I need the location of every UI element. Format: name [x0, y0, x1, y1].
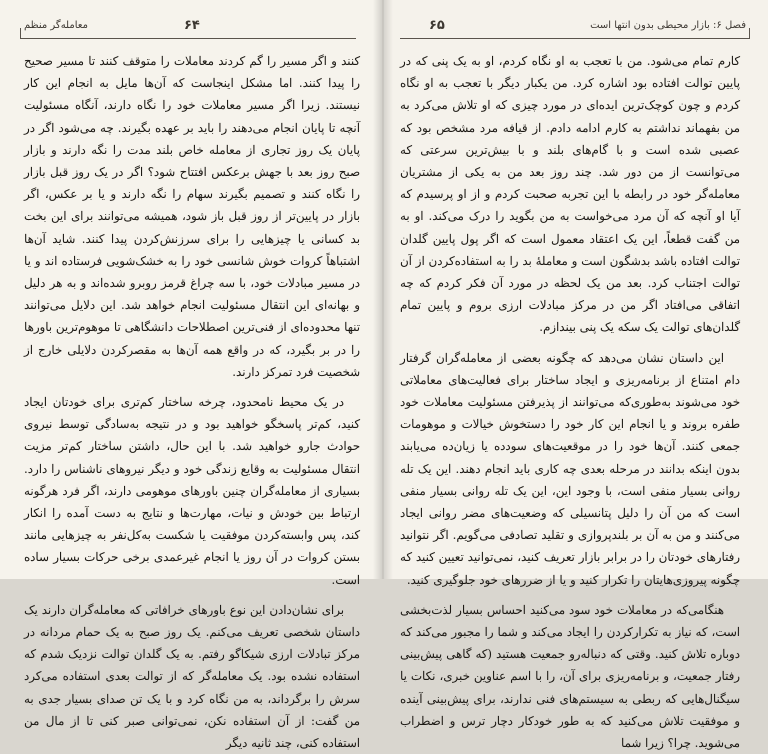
- paragraph: در یک محیط نامحدود، چرخه ساختار کم‌تری برای خودتان ایجاد کنید، کم‌تر پاسخگو خواهید بود و در نتیجه به‌سادگی توسط نیروی حوادث جارو خواهید شد. با این حال، داشتن ساختار کم‌تر مزیت انتقال مسئولیت به وقایع زندگی خود و دیگر نیروهای ناشناس را دارد. بسیاری از معامله‌گران چنین باورهای موهومی دارند، اگر فرد هرگونه ارتباط بین خودش و نیات، مهارت‌ها و نتایج به دست آمده را انکار کند، پس وابسته‌کردن موفقیت یا شکست به‌کل‌نفر به چیزهایی مانند بستن کروات در آن روز یا انجام غیرعمدی برخی حرکات بسیار ساده است.: [24, 395, 360, 587]
- right-page-header: [404, 18, 746, 38]
- paragraph: برای نشان‌دادن این نوع باورهای خرافاتی که معامله‌گران دارند یک داستان شخصی تعریف می‌کنم. یک روز صبح به یک حمام مردانه در مرکز تبادلات ارزی شیکاگو رفتم. به یک گلدان توالت نزدیک شدم که استفاده نشده بود. یک معامله‌گر که از توالت بعدی استفاده می‌کرد سرش را برگرداند، به من نگاه کرد و با یک تن صدای بسیار جدی به من گفت: از آن استفاده نکن، نمی‌توانی صبر کنی تا از مال من استفاده کنی، چند ثانیه دیگر: [24, 602, 360, 751]
- left-page-body: [24, 50, 360, 751]
- right-page-body: [400, 50, 740, 751]
- left-running-header: معامله‌گر منظم: [24, 20, 88, 31]
- left-header-tick: [20, 28, 21, 38]
- right-page: [380, 0, 768, 751]
- left-header-rule: [20, 38, 356, 39]
- right-running-header: فصل ۶: بازار محیطی بدون انتها است: [590, 20, 746, 31]
- paragraph: هنگامی‌که در معاملات خود سود می‌کنید احساس بسیار لذت‌بخشی است، که نیاز به تکرارکردن را ایجاد می‌کند و شما را مجبور می‌کند که دوباره تلاش کنید. وقتی که دنباله‌رو جمعیت هستید (که گاهی پیش‌بینی رفتار جمعیت، و برنامه‌ریزی برای آن، را با اسم عناوین خبری، نکات یا سیگنال‌هایی که ربطی به سیستم‌های فنی ندارند، برای پیش‌بینی آینده و موفقیت تلاش می‌کنید که به طور خودکار دچار ترس و اضطراب می‌شوید. چرا؟ زیرا شما: [400, 602, 740, 751]
- right-page-number: ۶۵: [429, 18, 445, 33]
- paragraph: کارم تمام می‌شود. من با تعجب به او نگاه کردم، او به یک پنی که در پایین توالت افتاده بود اشاره کرد. من یکبار دیگر با تعجب به او نگاه کردم و چون کوچک‌ترین ایده‌ای در مورد چیزی که او تلاش می‌کرد به من بفهماند نداشتم به کارم ادامه دادم. از قیافه مرد مشخص بود که عصبی شده است و با گام‌های بلند و با بیش‌ترین سرعتی که می‌توانست از من دور شد. چند روز بعد من به یکی از مشتریان معامله‌گر خود در رابطه با این تجربه صحبت کردم و از او پرسیدم که آیا او آنچه که آن مرد می‌خواست به من بگوید را درک می‌کند. او به من گفت قطعاً، این یک اعتقاد معمول است که اگر پول پایین گلدان توالت افتاده باشد بدشگون است و معاملهٔ بد را به استفاده‌کردن از آن توالت اجتناب کرد. بعد من یک لحظه در مورد آن فکر کردم که چه اتفاقی می‌افتاد اگر من در مرکز مبادلات ارزی بروم و پایین تمام گلدان‌های توالت یک سکه یک پنی بیندازم.: [400, 54, 740, 335]
- left-page: [0, 0, 380, 751]
- left-page-number: ۶۴: [184, 18, 200, 33]
- left-page-header: [24, 18, 362, 38]
- right-header-tick: [749, 28, 750, 38]
- paragraph: این داستان نشان می‌دهد که چگونه بعضی از معامله‌گران گرفتار دام امتناع از برنامه‌ریزی و ایجاد ساختار برای فعالیت‌های معاملاتی خود می‌شوند به‌طوری‌که می‌توانند از پذیرفتن مسئولیت معاملات خود طفره بروند و یا انجام این کار خود را دستخوش خیالات و موهومات جمعی کنند. آن‌ها خود را در موقعیت‌های سودده یا زیان‌ده می‌یابند بدون اینکه بدانند در مرحله بعدی چه کاری باید انجام دهند. این یک تله روانی بسیار منفی است، با وجود این، این یک تله روانی بسیار منفی است که من آن را دلیل پتانسیلی که وضعیت‌های مضر روانی ایجاد می‌کنند و من به آن بر بلندپروازی و تقلید تصادفی می‌گویم. اگر نتوانید رفتارهای خودتان را در برابر بازار تعریف کنید، نمی‌توانید تعیین کنید که چگونه پیروزی‌هایتان را تکرار کنید و یا از ضررهای خود جلوگیری کنید.: [400, 350, 740, 587]
- paragraph: کنند و اگر مسیر را گم کردند معاملات را متوقف کنند تا مسیر صحیح را پیدا کنند. اما مشکل اینجاست که آن‌ها مایل به انجام این کار نیستند. زیرا اگر مسیر معاملات خود را نگاه دارند، آنگاه مسئولیت آنچه تا پایان انجام می‌دهند را باید بر عهده بگیرند. چه می‌شود اگر در پایان یک روز تجاری از معامله خاص بلند مدت را نگه دارند و بازار صبح روز بعد با جهش برعکس افتتاح شود؟ اگر در یک روز قبل بازار را نگاه کنند و تصمیم بگیرند سهام را نگه دارند و یا بر عکس، اگر بازار در پایین‌تر از روز قبل باز شود، همیشه می‌توانند برای این بخت بد کسانی یا چیزهایی را برای سرزنش‌کردن پیدا کنند. شاید آن‌ها اشتباهاً کروات خوش شانسی خود را به خشک‌شویی فرستاده اند و یا در مسیر مبادلات خود، با سه چراغ قرمز روبرو شده‌اند و به هر دلیل و بهانه‌ای این انتقال مسئولیت انجام خواهد شد. این دلایل می‌توانند تنها محدوده‌ای از فنی‌ترین اصطلاحات دانشگاهی تا موهوم‌ترین باورها را در بر بگیرد، که در واقع همه آن‌ها به مقصرکردن دلایلی خارج از شخصیت فرد تمرکز دارند.: [24, 54, 360, 379]
- right-header-rule: [400, 38, 750, 39]
